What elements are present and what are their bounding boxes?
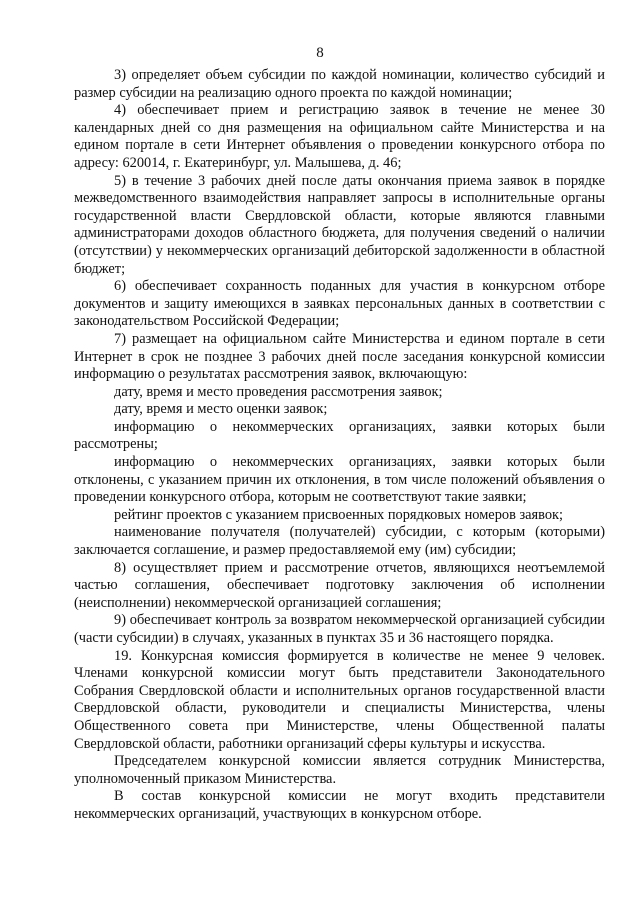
paragraph-subitem-rating: рейтинг проектов с указанием присвоенных порядковых номеров заявок; xyxy=(114,506,564,523)
paragraph-subitem-reviewed-orgs: информацию о некоммерческих организациях, заявки которых были рассмотрены; xyxy=(74,418,605,453)
paragraph-section-19: 19. Конкурсная комиссия формируется в количестве не менее 9 человек. Членами конкурсной комиссии могут быть представители Законодательного Собрания Свердловской области и исполнительных органов государственной власти Свердловской области, руководители и специалисты Министерства, члены Общественного совета при Министерстве, члены Общественной палаты Свердловской области, работники организаций сферы культуры и искусства. xyxy=(74,647,605,752)
paragraph-subitem-rejected-orgs: информацию о некоммерческих организациях, заявки которых были отклонены, с указанием причин их отклонения, в том числе положений объявления о проведении конкурсного отбора, которым не соответствуют такие заявки; xyxy=(74,454,605,506)
paragraph-item-4: 4) обеспечивает прием и регистрацию заявок в течение не менее 30 календарных дней со дня размещения на официальном сайте Министерства и на едином портале в сети Интернет объявления о проведении конкурсного отбора по адресу: 620014, г. Екатеринбург, ул. Малышева, д. 46; xyxy=(74,102,605,171)
paragraph-subitem-evaluation-date: дату, время и место оценки заявок; xyxy=(114,401,328,418)
paragraph-item-6: 6) обеспечивает сохранность поданных для участия в конкурсном отборе документов и защиту имеющихся в заявках персональных данных в соответствии с законодательством Российской Федерации; xyxy=(74,278,605,330)
paragraph-item-8: 8) осуществляет прием и рассмотрение отчетов, являющихся неотъемлемой частью соглашения, обеспечивает подготовку заключения об исполнении (неисполнении) некоммерческой организацией соглашения; xyxy=(74,559,605,611)
paragraph-commission-exclusion: В состав конкурсной комиссии не могут входить представители некоммерческих организаций, участвующих в конкурсном отборе. xyxy=(74,788,605,822)
document-body xyxy=(74,67,605,824)
paragraph-item-5: 5) в течение 3 рабочих дней после даты окончания приема заявок в порядке межведомственного взаимодействия направляет запросы в исполнительные органы государственной власти Свердловской области, которые являются главными администраторами доходов областного бюджета, для получения сведений о наличии (отсутствии) у некоммерческих организаций дебиторской задолженности в областной бюджет; xyxy=(74,172,605,277)
paragraph-subitem-review-date: дату, время и место проведения рассмотрения заявок; xyxy=(114,383,443,400)
paragraph-subitem-recipient: наименование получателя (получателей) субсидии, с которым (которыми) заключается соглашение, и размер предоставляемой ему (им) субсидии; xyxy=(74,524,605,559)
page-number: 8 xyxy=(316,45,324,61)
paragraph-item-9: 9) обеспечивает контроль за возвратом некоммерческой организацией субсидии (части субсидии) в случаях, указанных в пунктах 35 и 36 настоящего порядка. xyxy=(74,612,605,646)
paragraph-item-7: 7) размещает на официальном сайте Министерства и едином портале в сети Интернет в срок не позднее 3 рабочих дней после заседания конкурсной комиссии информацию о результатах рассмотрения заявок, включающую: xyxy=(74,330,605,383)
paragraph-item-3: 3) определяет объем субсидии по каждой номинации, количество субсидий и размер субсидии на реализацию одного проекта по каждой номинации; xyxy=(74,67,605,101)
paragraph-chairman: Председателем конкурсной комиссии является сотрудник Министерства, уполномоченный приказом Министерства. xyxy=(74,753,605,787)
